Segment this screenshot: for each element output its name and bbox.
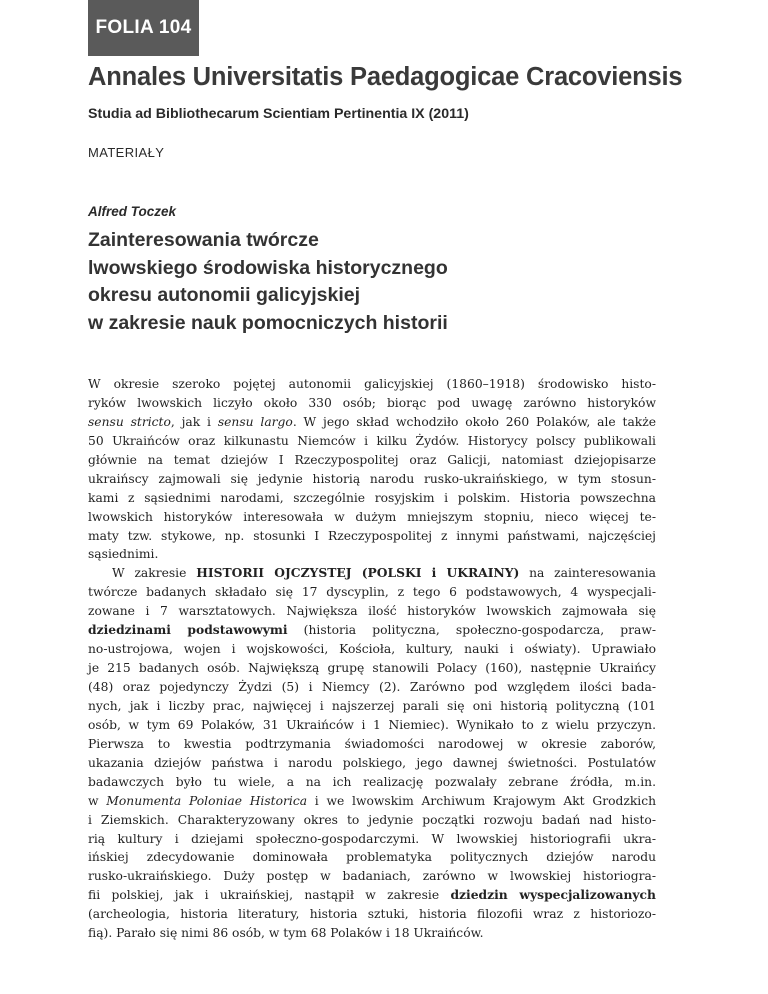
body-line: rią kultury i dziejami społeczno-gospodarczymi. W lwowskiej historiografii ukra- [88, 831, 656, 846]
article-body [88, 375, 656, 943]
italic-term: sensu largo [217, 414, 293, 429]
body-line: głównie na temat dziejów I Rzeczypospolitej oraz Galicji, natomiast dziejopisarze [88, 452, 656, 467]
body-line: ukazania dziejów państwa i narodu polskiego, jego dawnej świetności. Postulatów [88, 755, 656, 770]
folio-label: FOLIA 104 [88, 0, 199, 56]
body-line: sąsiednimi. [88, 547, 159, 562]
body-line: ińskiej zdecydowanie dominowała problematyka politycznych dziejów narodu [88, 850, 656, 865]
body-line: badawczych było tu wiele, a na ich realizację pozwalały zebrane źródła, m.in. [88, 774, 656, 789]
text-run: na zainteresowania [519, 566, 656, 581]
body-line [88, 564, 656, 583]
journal-subtitle: Studia ad Bibliothecarum Scientiam Pertinentia IX (2011) [88, 106, 469, 122]
text-run: w [88, 793, 107, 808]
body-line [88, 886, 656, 905]
body-line: lwowskich historyków interesowała w dużym mniejszym stopniu, nieco więcej te- [88, 509, 656, 524]
body-line [88, 413, 656, 432]
body-line: rusko-ukraińskiego. Duży postęp w badaniach, zarówno w lwowskiej historiogra- [88, 869, 656, 884]
italic-term: Monumenta Poloniae Historica [106, 793, 308, 808]
body-line [88, 792, 656, 811]
text-run: , jak i [170, 414, 218, 429]
article-title-line: w zakresie nauk pomocniczych historii [88, 312, 448, 335]
body-line: nych, jak i liczby prac, najwięcej i najszerzej parali się oni historią polityczną (101 [88, 698, 656, 713]
text-run: i we lwowskim Archiwum Krajowym Akt Grodzkich [307, 793, 657, 808]
body-line: osób, w tym 69 Polaków, 31 Ukraińców i 1 Niemiec). Wynikało to z wielu przyczyn. [88, 717, 656, 732]
text-run: fii polskiej, jak i ukraińskiej, nastąpił w zakresie [88, 888, 451, 903]
journal-title: Annales Universitatis Paedagogicae Cracoviensis [88, 63, 683, 91]
bold-term: dziedzin wyspecjalizowanych [450, 887, 656, 903]
section-label: MATERIAŁY [88, 145, 165, 160]
body-line: Pierwsza to kwestia podtrzymania świadomości narodowej w okresie zaborów, [88, 736, 656, 751]
text-run: . W jego skład wchodziło około 260 Polaków, ale także [292, 414, 656, 429]
body-line [88, 621, 656, 640]
bold-term: HISTORII OJCZYSTEJ (POLSKI i UKRAINY) [196, 565, 520, 581]
text-run: W zakresie [112, 566, 197, 581]
body-line: maty tzw. stykowe, np. stosunki I Rzeczypospolitej z innymi państwami, najczęściej [88, 528, 656, 543]
body-line: zowane i 7 warsztatowych. Największa ilość historyków lwowskich zajmowała się [88, 604, 656, 619]
article-title-line: Zainteresowania twórcze [88, 229, 319, 251]
article-title-line: lwowskiego środowiska historycznego [88, 256, 448, 279]
body-line: i Ziemskich. Charakteryzowany okres to jedynie początki rozwoju badań nad histo- [88, 812, 656, 827]
bold-term: dziedzinami podstawowymi [88, 622, 288, 638]
text-run: (historia polityczna, społeczno-gospodarcza, praw- [287, 623, 656, 638]
body-line: ryków lwowskich liczyło około 330 osób; biorąc pod uwagę zarówno historyków [88, 395, 656, 410]
body-line: 50 Ukraińców oraz kilkunastu Niemców i kilku Żydów. Historycy polscy publikowali [88, 433, 656, 448]
body-line: kami z sąsiednimi narodami, szczególnie rosyjskim i polskim. Historia powszechna [88, 490, 656, 505]
body-line: twórcze badanych składało się 17 dyscyplin, z tego 6 podstawowych, 4 wyspecjali- [88, 585, 656, 600]
body-line: no-ustrojowa, wojen i wojskowości, Kościoła, kultury, nauki i oświaty). Uprawiało [88, 642, 656, 657]
article-title [88, 227, 448, 338]
article-title-line: okresu autonomii galicyjskiej [88, 284, 361, 307]
italic-term: sensu stricto [88, 414, 171, 429]
body-line: W okresie szeroko pojętej autonomii galicyjskiej (1860–1918) środowisko histo- [88, 377, 656, 391]
body-line: fią). Parało się nimi 86 osób, w tym 68 Polaków i 18 Ukraińców. [88, 926, 484, 941]
body-line: je 215 badanych osób. Największą grupę stanowili Polacy (160), następnie Ukraińcy [88, 661, 656, 676]
body-line: ukraińscy zajmowali się jedynie historią narodu rusko-ukraińskiego, w tym stosun- [88, 471, 656, 486]
body-line: (48) oraz pojedynczy Żydzi (5) i Niemcy (2). Zarówno pod względem ilości bada- [88, 680, 656, 694]
article-author: Alfred Toczek [88, 204, 177, 219]
body-line: (archeologia, historia literatury, historia sztuki, historia filozofii wraz z historiozo- [88, 907, 656, 922]
